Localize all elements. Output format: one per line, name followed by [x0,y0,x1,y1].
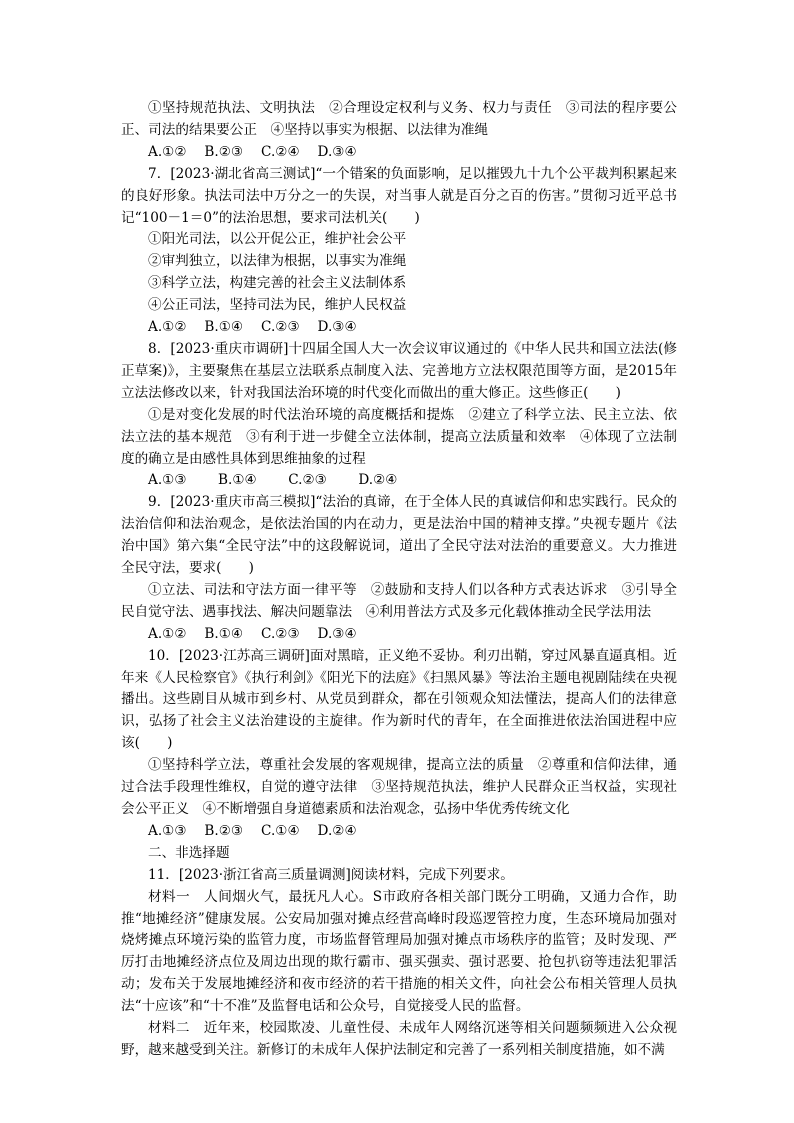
q7-item-3: ③科学立法，构建完善的社会主义法制体系 [148,275,407,292]
section-heading: 二、非选择题 [148,844,230,861]
q10-items: ①坚持科学立法，尊重社会发展的客观规律，提高立法的质量 ②尊重和信仰法律，通过合法手段理性维权，自觉的遵守法律 ③坚持规范执法，维护人民群众正当权益，实现社会公平正义 ④不断增强自身道德素质和法治观念，弘扬中华优秀传统文化 [121,757,677,817]
document-page [121,98,677,1062]
q11-material-2: 材料二 近年来，校园欺凌、儿童性侵、未成年人网络沉迷等相关问题频频进入公众视野，越来越受到关注。新修订的未成年人保护法制定和完善了一系列相关制度措施，如不满 [121,1020,677,1058]
q8-stem: 8．[2023·重庆市调研]十四届全国人大一次会议审议通过的《中华人民共和国立法法(修正草案)》，主要聚焦在基层立法联系点制度入法、完善地方立法权限范围等方面，是2015年立法法修改以来，针对我国法治环境的时代变化而做出的重大修正。这些修正( ) [121,340,677,401]
q10-stem: 10．[2023·江苏高三调研]面对黑暗，正义绝不妥协。利刃出鞘，穿过风暴直逼真相。近年来《人民检察官》《执行利剑》《阳光下的法庭》《扫黑风暴》等法治主题电视剧陆续在央视播出。这些剧目从城市到乡村、从党员到群众，都在引领观众知法懂法，提高人们的法律意识，弘扬了社会主义法治建设的主旋律。作为新时代的青年，在全面推进依法治国进程中应该( ) [121,647,678,752]
q10-options: A.①③ B.②③ C.①④ D.②④ [148,822,357,839]
q8-options: A.①③ B.①④ C.②③ D.②④ [148,472,398,489]
q6-options: A.①② B.②③ C.②④ D.③④ [148,143,357,160]
q11-stem: 11．[2023·浙江省高三质量调测]阅读材料，完成下列要求。 [148,866,514,883]
q8-items: ①是对变化发展的时代法治环境的高度概括和提炼 ②建立了科学立法、民主立法、依法立法的基本规范 ③有利于进一步健全立法体制，提高立法质量和效率 ④体现了立法制度的确立是由感性具体到思维抽象的过程 [121,406,677,467]
q9-items: ①立法、司法和守法方面一律平等 ②鼓励和支持人们以各种方式表达诉求 ③引导全民自觉守法、遇事找法、解决问题靠法 ④利用普法方式及多元化载体推动全民学法用法 [121,581,677,620]
q6-items: ①坚持规范执法、文明执法 ②合理设定权利与义务、权力与责任 ③司法的程序要公正、司法的结果要公正 ④坚持以事实为根据、以法律为准绳 [121,100,677,138]
q7-item-1: ①阳光司法，以公开促公正，维护社会公平 [148,231,407,248]
q7-stem: 7．[2023·湖北省高三测试]“一个错案的负面影响，足以摧毁九十九个公平裁判积累起来的良好形象。执法司法中万分之一的失误，对当事人就是百分之百的伤害。”贯彻习近平总书记“100－1＝0”的法治思想，要求司法机关( ) [121,165,677,226]
q7-options: A.①② B.①④ C.②③ D.③④ [148,319,357,336]
q9-options: A.①② B.①④ C.②③ D.③④ [148,625,357,642]
q7-item-4: ④公正司法，坚持司法为民，维护人民权益 [148,297,407,314]
q7-item-2: ②审判独立，以法律为根据，以事实为准绳 [148,253,407,270]
q11-material-1: 材料一 人间烟火气，最抚凡人心。S市政府各相关部门既分工明确，又通力合作，助推“地摊经济”健康发展。公安局加强对摊点经营高峰时段巡逻管控力度，生态环境局加强对烧烤摊点环境污染的监管力度，市场监督管理局加强对摊点市场秩序的监管；及时发现、严厉打击地摊经济点位及周边出现的欺行霸市、强买强卖、强讨恶要、抢包扒窃等违法犯罪活动；发布关于发展地摊经济和夜市经济的若干措施的相关文件，向社会公布相关管理人员执法“十应该”和“十不准”及监督电话和公众号，自觉接受人民的监督。 [121,888,677,1015]
q9-stem: 9．[2023·重庆市高三模拟]“法治的真谛，在于全体人民的真诚信仰和忠实践行。民众的法治信仰和法治观念，是依法治国的内在动力，更是法治中国的精神支撑。”央视专题片《法治中国》第六集“全民守法”中的这段解说词，道出了全民守法对法治的重要意义。大力推进全民守法，要求( ) [121,494,677,577]
